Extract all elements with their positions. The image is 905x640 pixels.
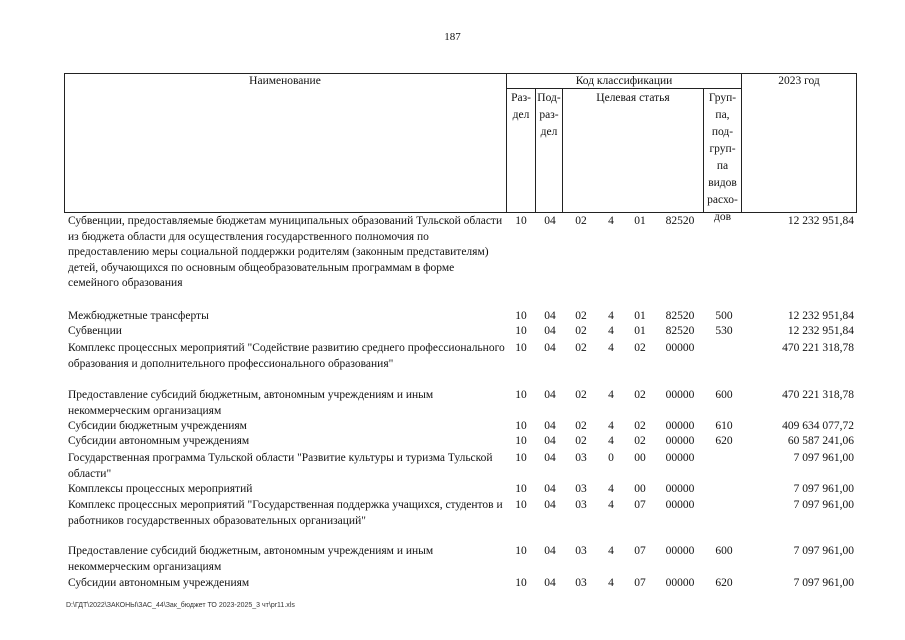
header-group-line: па, bbox=[715, 109, 730, 121]
row-code-c4: 00000 bbox=[665, 435, 695, 447]
row-code-c2: 0 bbox=[608, 452, 614, 464]
row-code-pr: 04 bbox=[544, 215, 556, 227]
row-code-pr: 04 bbox=[544, 389, 556, 401]
row-code-c4: 82520 bbox=[665, 325, 695, 337]
row-code-c1: 03 bbox=[575, 452, 587, 464]
row-name: Предоставление субсидий бюджетным, автономным учреждениям и иным некоммерческим организациям bbox=[68, 545, 434, 573]
row-code-r: 10 bbox=[515, 310, 527, 322]
header-podrazdel-line: дел bbox=[540, 126, 558, 138]
row-code-r: 10 bbox=[515, 435, 527, 447]
row-code-c3: 00 bbox=[634, 483, 646, 495]
row-code-c1: 02 bbox=[575, 310, 587, 322]
row-name: Комплекс процессных мероприятий "Государственная поддержка учащихся, студентов и работников государственных образовательных организаций" bbox=[68, 499, 503, 527]
row-code-c2: 4 bbox=[608, 342, 614, 354]
row-code-c2: 4 bbox=[608, 499, 614, 511]
row-code-pr: 04 bbox=[544, 420, 556, 432]
header-group-line: под- bbox=[711, 126, 734, 138]
page-number: 187 bbox=[444, 31, 461, 43]
row-code-pr: 04 bbox=[544, 577, 556, 589]
row-code-c2: 4 bbox=[608, 310, 614, 322]
header-group-line: Груп- bbox=[708, 92, 737, 104]
row-name: Субсидии автономным учреждениям bbox=[68, 435, 250, 447]
header-razdel-line: Раз- bbox=[511, 92, 531, 104]
row-code-r: 10 bbox=[515, 452, 527, 464]
header-group-line: видов bbox=[708, 177, 737, 189]
header-podrazdel-line: Под- bbox=[537, 92, 561, 104]
row-code-c3: 01 bbox=[634, 310, 646, 322]
row-code-g: 500 bbox=[715, 310, 733, 322]
row-amount: 7 097 961,00 bbox=[793, 577, 854, 589]
row-amount: 7 097 961,00 bbox=[793, 499, 854, 511]
row-code-c4: 82520 bbox=[665, 215, 695, 227]
row-name: Комплекс процессных мероприятий "Содействие развитию среднего профессионального образования и дополнительного профессионального образования" bbox=[68, 342, 505, 370]
row-code-pr: 04 bbox=[544, 545, 556, 557]
row-code-pr: 04 bbox=[544, 499, 556, 511]
row-code-pr: 04 bbox=[544, 325, 556, 337]
row-code-c1: 03 bbox=[575, 483, 587, 495]
row-code-c4: 00000 bbox=[665, 499, 695, 511]
row-name: Субвенции, предоставляемые бюджетам муниципальных образований Тульской области из бюджета области для осуществления государственного полномочия по предоставлению меры социальной поддержки родителям (законным представителям) детей, обучающихся по основным общеобразовательным программам в форме семейного образования bbox=[68, 215, 503, 289]
row-code-c3: 02 bbox=[634, 342, 646, 354]
row-code-c1: 02 bbox=[575, 342, 587, 354]
row-amount: 7 097 961,00 bbox=[793, 483, 854, 495]
row-code-r: 10 bbox=[515, 577, 527, 589]
row-name: Предоставление субсидий бюджетным, автономным учреждениям и иным некоммерческим организациям bbox=[68, 389, 434, 417]
row-code-c3: 07 bbox=[634, 545, 646, 557]
row-code-r: 10 bbox=[515, 499, 527, 511]
row-code-c1: 03 bbox=[575, 577, 587, 589]
header-razdel bbox=[507, 90, 535, 124]
row-code-c3: 02 bbox=[634, 435, 646, 447]
row-code-c1: 02 bbox=[575, 435, 587, 447]
header-group-line: дов bbox=[713, 211, 732, 223]
row-name: Комплексы процессных мероприятий bbox=[68, 483, 253, 495]
row-code-c3: 07 bbox=[634, 499, 646, 511]
header-year: 2023 год bbox=[778, 75, 820, 87]
row-code-r: 10 bbox=[515, 389, 527, 401]
row-code-c1: 02 bbox=[575, 215, 587, 227]
row-code-c3: 02 bbox=[634, 420, 646, 432]
row-code-pr: 04 bbox=[544, 452, 556, 464]
row-code-pr: 04 bbox=[544, 435, 556, 447]
row-code-c4: 00000 bbox=[665, 452, 695, 464]
header-group-line: груп- bbox=[709, 143, 736, 155]
header-group-line: расхо- bbox=[707, 194, 738, 206]
header-razdel-line: дел bbox=[512, 109, 530, 121]
row-code-c4: 82520 bbox=[665, 310, 695, 322]
row-code-c2: 4 bbox=[608, 389, 614, 401]
row-amount: 7 097 961,00 bbox=[793, 452, 854, 464]
row-code-c3: 07 bbox=[634, 577, 646, 589]
row-amount: 470 221 318,78 bbox=[782, 342, 854, 354]
header-podrazdel-line: раз- bbox=[539, 109, 559, 121]
header-group-line: па bbox=[716, 160, 729, 172]
row-code-c1: 03 bbox=[575, 545, 587, 557]
row-amount: 60 587 241,06 bbox=[787, 435, 854, 447]
row-code-c4: 00000 bbox=[665, 420, 695, 432]
row-code-c3: 01 bbox=[634, 215, 646, 227]
row-name: Субсидии автономным учреждениям bbox=[68, 577, 250, 589]
header-classification: Код классификации bbox=[575, 75, 673, 87]
header-group bbox=[704, 90, 741, 226]
row-name: Межбюджетные трансферты bbox=[68, 310, 209, 322]
row-code-c3: 02 bbox=[634, 389, 646, 401]
row-code-c2: 4 bbox=[608, 325, 614, 337]
row-code-r: 10 bbox=[515, 420, 527, 432]
row-code-r: 10 bbox=[515, 545, 527, 557]
row-code-r: 10 bbox=[515, 325, 527, 337]
header-target-article: Целевая статья bbox=[596, 92, 670, 104]
header-podrazdel bbox=[536, 90, 562, 141]
footer-file-path: D:\ГДТ\2022\ЗАКОНЫ\ЗАС_44\Зак_бюджет ТО 2023-2025_3 чт\pr11.xls bbox=[66, 602, 295, 609]
row-amount: 7 097 961,00 bbox=[793, 545, 854, 557]
row-code-c2: 4 bbox=[608, 420, 614, 432]
row-code-c2: 4 bbox=[608, 545, 614, 557]
row-code-c4: 00000 bbox=[665, 577, 695, 589]
row-code-c1: 02 bbox=[575, 420, 587, 432]
row-code-g: 530 bbox=[715, 325, 733, 337]
row-code-g: 600 bbox=[715, 545, 733, 557]
row-code-r: 10 bbox=[515, 483, 527, 495]
row-code-c2: 4 bbox=[608, 483, 614, 495]
row-code-g: 620 bbox=[715, 435, 733, 447]
row-amount: 12 232 951,84 bbox=[787, 310, 854, 322]
row-amount: 409 634 077,72 bbox=[782, 420, 854, 432]
row-name: Субсидии бюджетным учреждениям bbox=[68, 420, 247, 432]
row-code-c1: 03 bbox=[575, 499, 587, 511]
row-code-c2: 4 bbox=[608, 215, 614, 227]
row-code-c2: 4 bbox=[608, 435, 614, 447]
row-code-c4: 00000 bbox=[665, 389, 695, 401]
row-name: Субвенции bbox=[68, 325, 122, 337]
row-code-c4: 00000 bbox=[665, 342, 695, 354]
row-amount: 12 232 951,84 bbox=[787, 215, 854, 227]
row-code-c4: 00000 bbox=[665, 483, 695, 495]
row-code-c2: 4 bbox=[608, 577, 614, 589]
header-name: Наименование bbox=[249, 75, 321, 87]
row-name: Государственная программа Тульской области "Развитие культуры и туризма Тульской области" bbox=[68, 452, 493, 480]
row-code-r: 10 bbox=[515, 215, 527, 227]
row-code-g: 610 bbox=[715, 420, 733, 432]
row-code-c4: 00000 bbox=[665, 545, 695, 557]
row-code-c3: 00 bbox=[634, 452, 646, 464]
row-amount: 470 221 318,78 bbox=[782, 389, 854, 401]
row-code-pr: 04 bbox=[544, 483, 556, 495]
row-code-pr: 04 bbox=[544, 310, 556, 322]
row-code-g: 620 bbox=[715, 577, 733, 589]
row-code-c1: 02 bbox=[575, 389, 587, 401]
row-code-r: 10 bbox=[515, 342, 527, 354]
row-code-pr: 04 bbox=[544, 342, 556, 354]
row-amount: 12 232 951,84 bbox=[787, 325, 854, 337]
row-code-g: 600 bbox=[715, 389, 733, 401]
row-code-c1: 02 bbox=[575, 325, 587, 337]
row-code-c3: 01 bbox=[634, 325, 646, 337]
